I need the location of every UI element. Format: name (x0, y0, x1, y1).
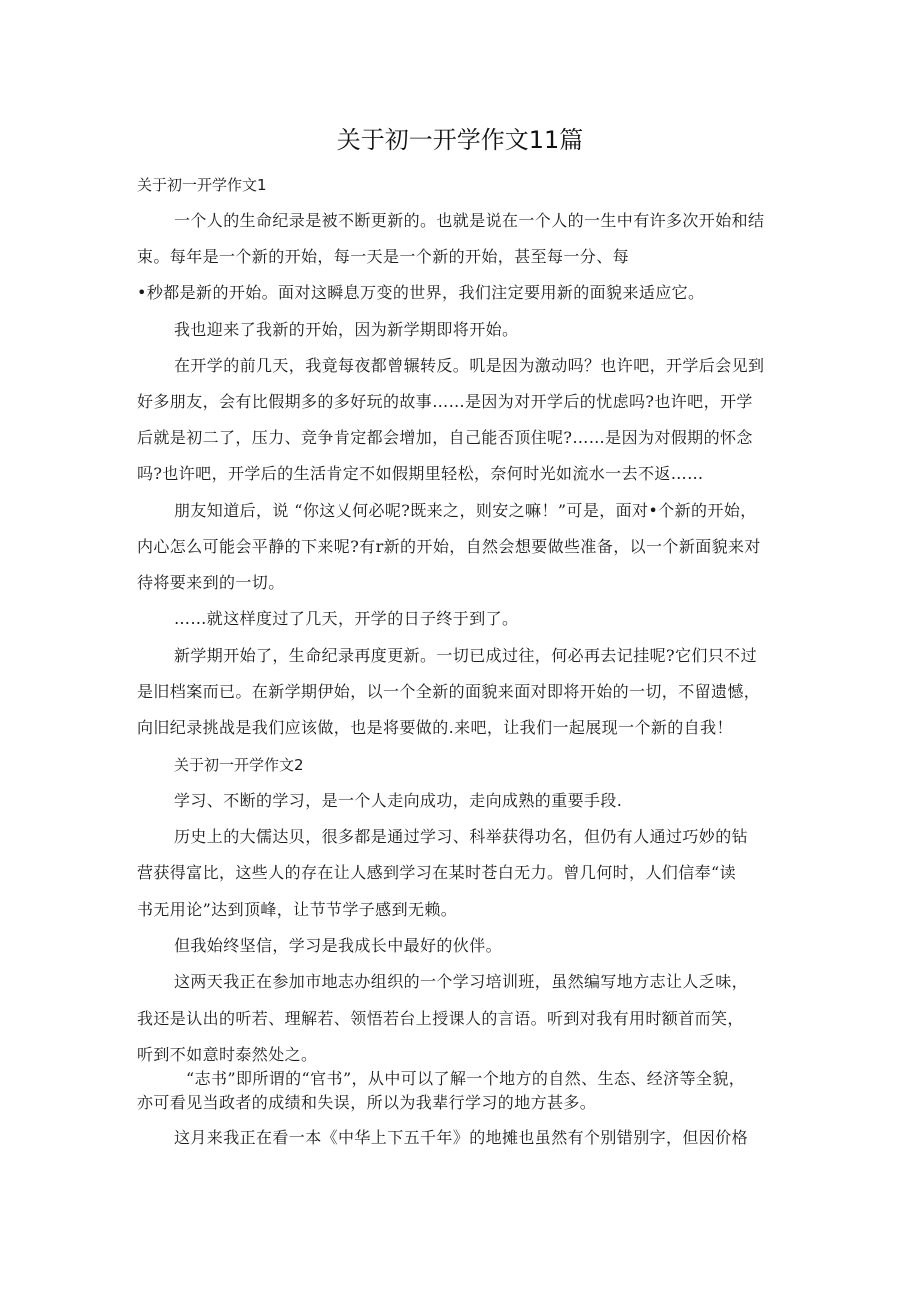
paragraph-line: 朋友知道后，说 “你这乂何必呢?既来之，则安之嘛！”可是，面对•个新的开始， (174, 501, 757, 520)
paragraph-line: 后就是初二了，压力、竞争肯定都会增加，自己能否顶住呢?……是因为对假期的怀念 (137, 428, 753, 447)
paragraph-line: 这月来我正在看一本《中华上下五千年》的地摊也虽然有个别错别字，但因价格 (174, 1128, 749, 1147)
paragraph-line: “志书”即所谓的“官书”，从中可以了解一个地方的自然、生态、经济等全貌， (186, 1069, 746, 1088)
paragraph-line: 吗?也许吧，开学后的生活肯定不如假期里轻松，奈何时光如流水一去不返…… (137, 464, 704, 483)
paragraph-line: 待将要来到的一切。 (137, 573, 285, 592)
paragraph-line: 历史上的大儒达贝，很多都是通过学习、科举获得功名，但仍有人通过巧妙的钻 (174, 827, 749, 846)
paragraph-line: 这两天我正在参加市地志办组织的一个学习培训班，虽然编写地方志让人乏味， (174, 972, 749, 991)
section-heading-1: 关于初一开学作文1 (137, 176, 267, 194)
paragraph-line: 好多朋友，会有比假期多的多好玩的故事……是因为对开学后的忧虑吗?也许吧，开学 (137, 392, 753, 411)
paragraph-line: 营获得富比，这些人的存在让人感到学习在某时苍白无力。曾几何时，人们信奉“读 (137, 863, 736, 882)
paragraph-line: 束。每年是一个新的开始，每一天是一个新的开始，甚至每一分、每 (137, 247, 630, 266)
paragraph-line: 新学期开始了，生命纪录再度更新。一切已成过往，何必再去记挂呢?它们只不过 (174, 646, 757, 665)
paragraph-line: 向旧纪录挑战是我们应该做，也是将要做的.来吧，让我们一起展现一个新的自我！ (137, 718, 733, 737)
paragraph-line: 亦可看见当政者的成绩和失误，所以为我辈行学习的地方甚多。 (137, 1093, 597, 1112)
paragraph-line: 我还是认出的听若、理解若、领悟若台上授课人的言语。听到对我有用时额首而笑， (137, 1009, 744, 1028)
paragraph-line: 是旧档案而已。在新学期伊始，以一个全新的面貌来面对即将开始的一切，不留遗憾， (137, 682, 761, 701)
paragraph-line: ……就这样度过了几天，开学的日子终于到了。 (174, 609, 519, 628)
paragraph-line: 书无用论”达到顶峰，让节节学子感到无赖。 (137, 900, 458, 919)
paragraph-line: •秒都是新的开始。面对这瞬息万变的世界，我们注定要用新的面貌来适应它。 (137, 283, 705, 302)
document-title: 关于初一开学作文11篇 (336, 126, 584, 154)
paragraph-line: 我也迎来了我新的开始，因为新学期即将开始。 (174, 320, 519, 339)
paragraph-line: 听到不如意时泰然处之。 (137, 1045, 318, 1064)
paragraph-line: 学习、不断的学习，是一个人走向成功，走向成熟的重要手段. (174, 791, 623, 810)
section-heading-2: 关于初一开学作文2 (174, 756, 304, 774)
paragraph-line: 内心怎么可能会平静的下来呢?有r新的开始，自然会想要做些准备，以一个新面貌来对 (137, 537, 761, 556)
paragraph-line: 一个人的生命纪录是被不断更新的。也就是说在一个人的一生中有许多次开始和结 (174, 211, 765, 230)
paragraph-line: 但我始终坚信，学习是我成长中最好的伙伴。 (174, 936, 503, 955)
paragraph-line: 在开学的前几天，我竟每夜都曾辗转反。叽是因为激动吗？也许吧，开学后会见到 (174, 356, 765, 375)
